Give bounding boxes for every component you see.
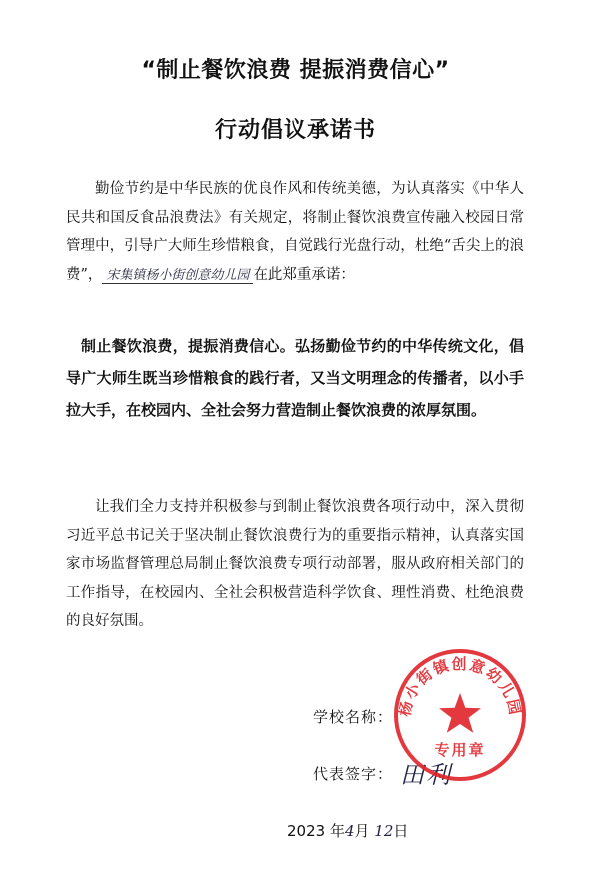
paragraph-2: 制止餐饮浪费，提振消费信心。弘扬勤俭节约的中华传统文化，倡导广大师生既当珍惜粮食的践行者，又当文明理念的传播者，以小手拉大手，在校园内、全社会努力营造制止餐饮浪费的浓厚氛围。 [66, 337, 524, 419]
date-year: 2023 年 [287, 822, 345, 840]
school-name-label: 学校名称： [313, 708, 394, 726]
representative-signature-label: 代表签字： [313, 765, 394, 783]
date-day: 12 [374, 822, 394, 840]
date-month: 4 [344, 822, 355, 840]
document-title-line2: 行动倡议承诺书 [214, 118, 376, 143]
seal-star-icon [439, 693, 481, 733]
seal-arc-text: 杨小街镇创意幼儿园 [395, 655, 525, 718]
paragraph-1-text: 勤俭节约是中华民族的优良作风和传统美德，为认真落实《中华人民共和国反食品浪费法》有关规定，将制止餐饮浪费宣传融入校园日常管理中，引导广大师生珍惜粮食，自觉践行光盘行动，杜绝“舌尖上的浪费”， [66, 181, 524, 283]
date-day-unit: 日 [393, 822, 409, 840]
handwritten-school-name: 宋集镇杨小街创意幼儿园 [102, 268, 253, 284]
paragraph-1 [66, 175, 524, 290]
handwritten-signature: 田利 [400, 761, 452, 789]
document-date [287, 820, 408, 841]
paragraph-1-tail: 在此郑重承诺： [253, 266, 355, 283]
paragraph-3: 让我们全力支持并积极参与到制止餐饮浪费各项行动中，深入贯彻习近平总书记关于坚决制止餐饮浪费行为的重要指示精神，认真落实国家市场监督管理总局制止餐饮浪费专项行动部署，服从政府相关部门的工作指导，在校园内、全社会积极营造科学饮食、理性消费、杜绝浪费的良好氛围。 [66, 499, 524, 629]
document-title-line1: “制止餐饮浪费 提振消费信心” [141, 58, 450, 83]
date-month-unit: 月 [354, 822, 370, 840]
seal-bottom-text: 专用章 [434, 741, 486, 759]
official-seal-icon [390, 645, 530, 785]
